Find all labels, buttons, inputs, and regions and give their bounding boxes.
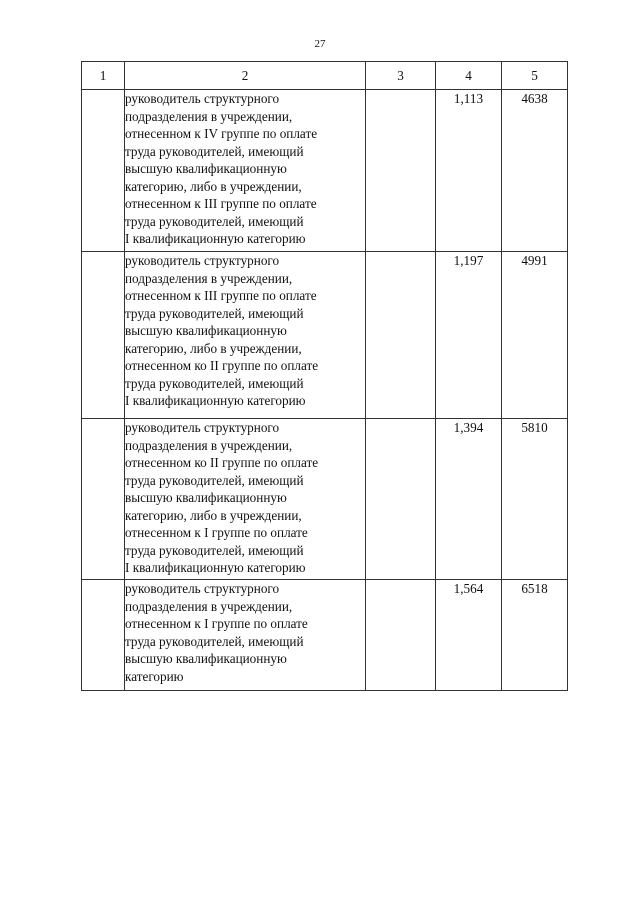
table-header-row (82, 62, 568, 90)
coefficient-value: 1,394 (436, 419, 502, 580)
coefficient-value: 1,113 (436, 90, 502, 252)
position-description: руководитель структурного подразделения в учреждении, отнесенном к IV группе по оплате труда руководителей, имеющий высшую квалификационную категорию, либо в учреждении, отнесенном к III группе по оплате труда руководителей, имеющий I квалификационную категорию (125, 90, 366, 252)
empty-cell (366, 252, 436, 419)
header-col-5: 5 (502, 62, 568, 90)
table-row (82, 252, 568, 419)
coefficient-value: 1,564 (436, 580, 502, 691)
header-col-4: 4 (436, 62, 502, 90)
salary-value: 4991 (502, 252, 568, 419)
coefficient-value: 1,197 (436, 252, 502, 419)
page-number: 27 (314, 38, 326, 50)
header-col-1: 1 (82, 62, 125, 90)
header-col-2: 2 (125, 62, 366, 90)
salary-value: 6518 (502, 580, 568, 691)
empty-cell (366, 580, 436, 691)
table-row (82, 580, 568, 691)
row-number-cell (82, 419, 125, 580)
header-col-3: 3 (366, 62, 436, 90)
salary-value: 4638 (502, 90, 568, 252)
position-description: руководитель структурного подразделения в учреждении, отнесенном к III группе по оплате труда руководителей, имеющий высшую квалификационную категорию, либо в учреждении, отнесенном ко II группе по оплате труда руководителей, имеющий I квалификационную категорию (125, 252, 366, 419)
row-number-cell (82, 90, 125, 252)
position-description: руководитель структурного подразделения в учреждении, отнесенном к I группе по оплате труда руководителей, имеющий высшую квалификационную категорию (125, 580, 366, 691)
salary-value: 5810 (502, 419, 568, 580)
table-row (82, 419, 568, 580)
empty-cell (366, 419, 436, 580)
row-number-cell (82, 252, 125, 419)
empty-cell (366, 90, 436, 252)
salary-table (81, 61, 568, 691)
position-description: руководитель структурного подразделения в учреждении, отнесенном ко II группе по оплате труда руководителей, имеющий высшую квалификационную категорию, либо в учреждении, отнесенном к I группе по оплате труда руководителей, имеющий I квалификационную категорию (125, 419, 366, 580)
table-row (82, 90, 568, 252)
row-number-cell (82, 580, 125, 691)
